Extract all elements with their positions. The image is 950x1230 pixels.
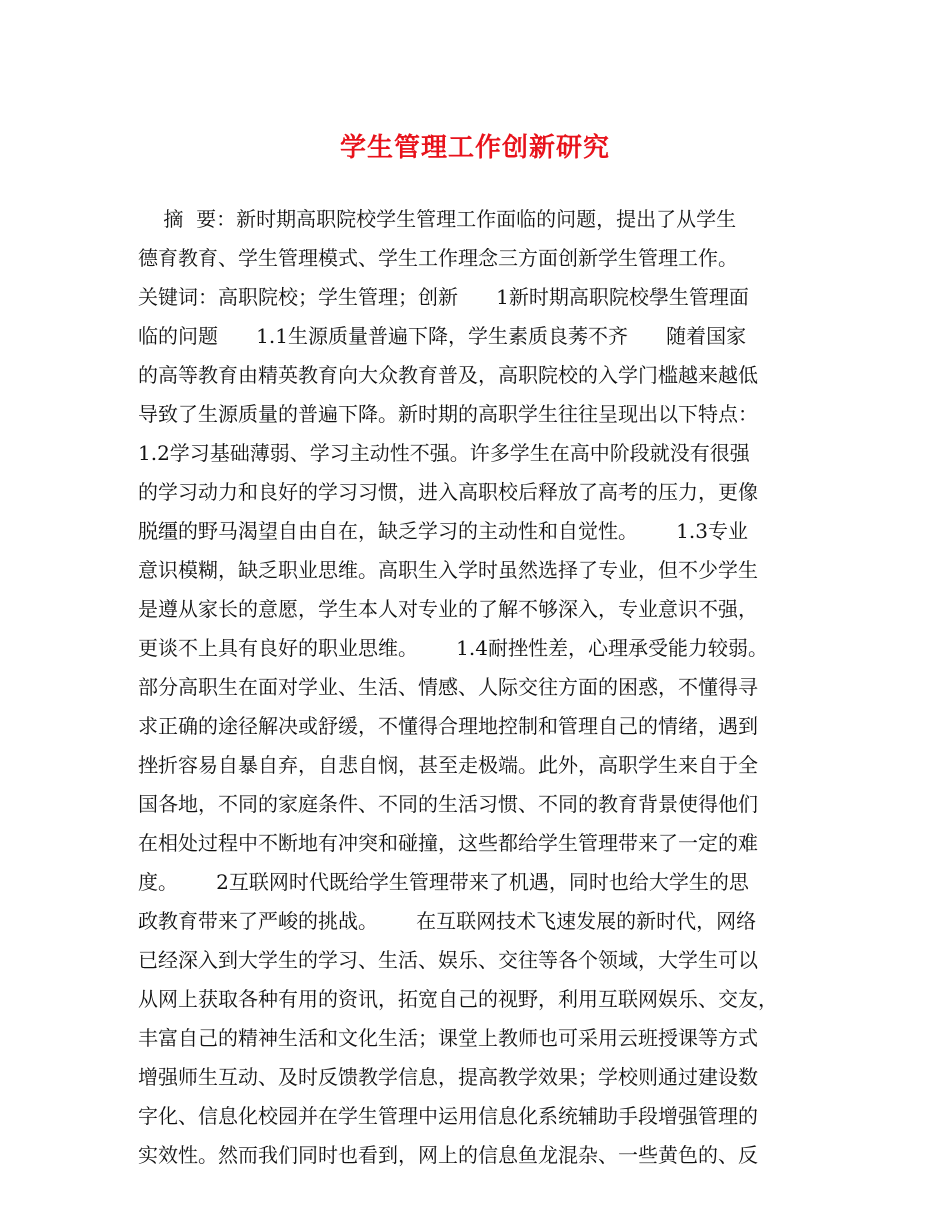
body-text-line: 德育教育、学生管理模式、学生工作理念三方面创新学生管理工作。 — [138, 246, 738, 270]
body-text-line: 脱缰的野马渴望自由自在，缺乏学习的主动性和自觉性。 1.3专业 — [138, 519, 748, 543]
body-text-line: 1.2学习基础薄弱、学习主动性不强。许多学生在高中阶段就没有很强 — [138, 441, 750, 465]
body-text-line: 关键词：高职院校；学生管理；创新 1新时期高职院校學生管理面 — [138, 285, 749, 309]
body-text-line: 求正确的途径解决或舒缓，不懂得合理地控制和管理自己的情绪，遇到 — [138, 714, 758, 738]
document-title: 学生管理工作创新研究 — [339, 133, 610, 163]
body-text-line: 国各地，不同的家庭条件、不同的生活习惯、不同的教育背景使得他们 — [138, 792, 758, 816]
body-text-line: 度。 2互联网时代既给学生管理带来了机遇，同时也给大学生的思 — [138, 870, 749, 894]
body-text-line: 丰富自己的精神生活和文化生活；课堂上教师也可采用云班授课等方式 — [138, 1026, 758, 1050]
body-text-line: 意识模糊，缺乏职业思维。高职生入学时虽然选择了专业，但不少学生 — [138, 558, 758, 582]
body-text-line: 的高等教育由精英教育向大众教育普及，高职院校的入学门槛越来越低 — [138, 363, 758, 387]
body-text-line: 的学习动力和良好的学习习惯，进入高职校后释放了高考的压力，更像 — [138, 480, 758, 504]
document-body — [138, 200, 838, 1175]
body-text-line: 增强师生互动、及时反馈教学信息，提高教学效果；学校则通过建设数 — [138, 1065, 758, 1089]
body-text-line: 挫折容易自暴自弃，自悲自悯，甚至走极端。此外，高职学生来自于全 — [138, 753, 758, 777]
body-text-line: 摘 要：新时期高职院校学生管理工作面临的问题，提出了从学生 — [138, 207, 737, 231]
body-text-line: 部分高职生在面对学业、生活、情感、人际交往方面的困惑，不懂得寻 — [138, 675, 758, 699]
body-text-line: 临的问题 1.1生源质量普遍下降，学生素质良莠不齐 随着国家 — [138, 324, 747, 348]
body-text-line: 导致了生源质量的普遍下降。新时期的高职学生往往呈现出以下特点： — [138, 402, 758, 426]
body-text-line: 是遵从家长的意愿，学生本人对专业的了解不够深入，专业意识不强， — [138, 597, 758, 621]
body-text-line: 已经深入到大学生的学习、生活、娱乐、交往等各个领域，大学生可以 — [138, 948, 758, 972]
body-text-line: 从网上获取各种有用的资讯，拓宽自己的视野，利用互联网娱乐、交友， — [138, 987, 778, 1011]
body-text-line: 政教育带来了严峻的挑战。 在互联网技术飞速发展的新时代，网络 — [138, 909, 757, 933]
body-text-line: 在相处过程中不断地有冲突和碰撞，这些都给学生管理带来了一定的难 — [138, 831, 758, 855]
body-text-line: 更谈不上具有良好的职业思维。 1.4耐挫性差，心理承受能力较弱。 — [138, 636, 768, 660]
body-text-line: 字化、信息化校园并在学生管理中运用信息化系统辅助手段增强管理的 — [138, 1104, 758, 1128]
body-text-line: 实效性。然而我们同时也看到，网上的信息鱼龙混杂、一些黄色的、反 — [138, 1143, 758, 1167]
